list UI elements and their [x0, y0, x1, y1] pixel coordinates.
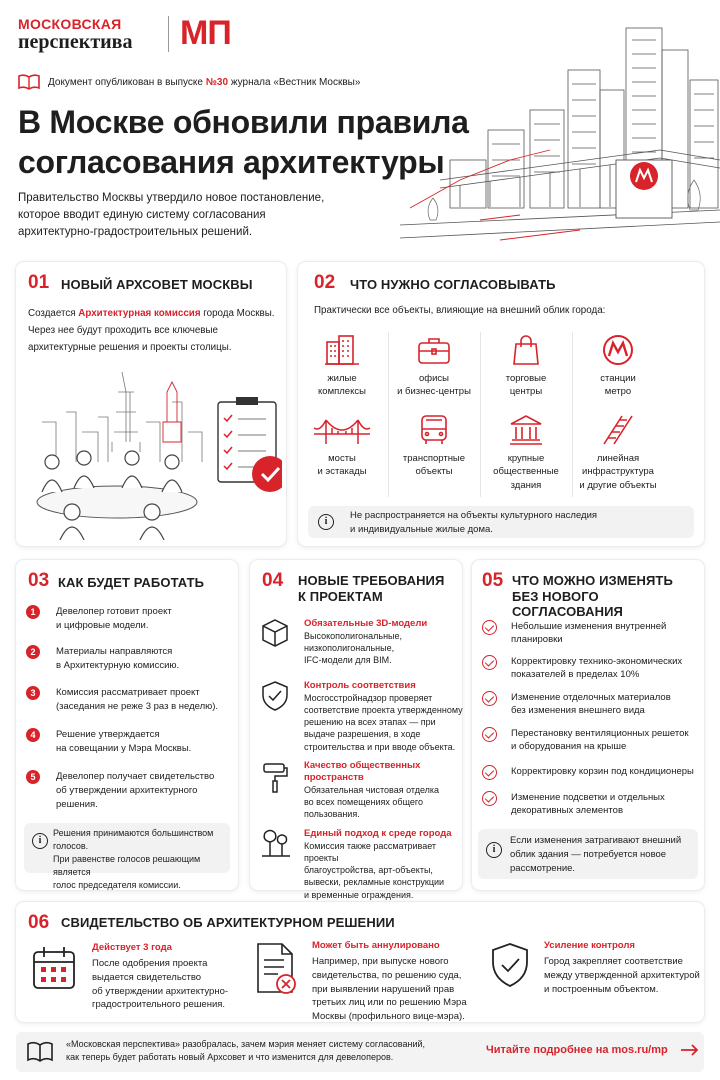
logo-line1: МОСКОВСКАЯ [18, 16, 122, 32]
shield-check-icon [260, 680, 290, 712]
object-public-buildings: крупные общественные здания [482, 414, 570, 492]
footer-text: «Московская перспектива» разобралась, зачем мэрия меняет систему согласований, как теперь будет работать новый Архсовет и что изменится для девелоперов. [66, 1039, 426, 1063]
check-circle-icon [482, 691, 497, 706]
paint-roller-icon [262, 762, 290, 794]
section-title: НОВЫЕ ТРЕБОВАНИЯ К ПРОЕКТАМ [298, 573, 445, 604]
page-title: В Москве обновили правила согласования архитектуры [18, 104, 469, 180]
section-title: ЧТО НУЖНО СОГЛАСОВЫВАТЬ [350, 277, 556, 292]
book-icon [18, 74, 40, 95]
section-number: 04 [262, 570, 284, 591]
residential-buildings-icon [324, 334, 360, 366]
architecture-council-illustration [22, 362, 282, 542]
metro-icon [600, 334, 636, 366]
open-book-icon [26, 1041, 54, 1063]
section-02-lead: Практически все объекты, влияющие на внешний облик города: [314, 305, 606, 316]
cube-icon [260, 618, 290, 648]
check-circle-icon [482, 727, 497, 742]
arrow-right-icon [681, 1044, 699, 1056]
section-title: КАК БУДЕТ РАБОТАТЬ [58, 575, 205, 590]
publication-line: Документ опубликован в выпуске №30 журнала «Вестник Москвы» [48, 77, 361, 88]
grid-divider [480, 332, 481, 497]
section-title: СВИДЕТЕЛЬСТВО ОБ АРХИТЕКТУРНОМ РЕШЕНИИ [61, 915, 395, 930]
check-circle-icon [482, 655, 497, 670]
check-circle-icon [482, 791, 497, 806]
object-residential: жилые комплексы [298, 334, 386, 399]
city-skyline-illustration [400, 10, 720, 250]
section-number: 02 [314, 272, 336, 293]
info-icon: i [486, 842, 502, 858]
cert-annulment: Может быть аннулировано Например, при выпуске нового свидетельства, по решению суда, при выявлении нарушений прав третьих лиц или по решению Мэра Москвы (профильного вице-мэра). [312, 940, 467, 1023]
section-02-card [298, 262, 704, 546]
section-number: 01 [28, 272, 50, 293]
object-shopping: торговые центры [482, 334, 570, 399]
bridge-icon [312, 414, 372, 446]
rail-track-icon [600, 414, 636, 446]
footer-bar [16, 1032, 704, 1072]
grid-divider [572, 332, 573, 497]
section-title: ЧТО МОЖНО ИЗМЕНЯТЬ БЕЗ НОВОГО СОГЛАСОВАНИЯ [512, 573, 673, 620]
shield-check-icon [490, 942, 530, 988]
logo [18, 14, 231, 54]
object-transport: транспортные объекты [390, 414, 478, 479]
grid-divider [388, 332, 389, 497]
intro-text: Правительство Москвы утвердило новое постановление, которое вводит единую систему согласования архитектурно-градостроительных решений. [18, 192, 325, 238]
info-icon: i [32, 833, 48, 849]
object-bridges: мосты и эстакады [298, 414, 386, 479]
cert-validity: Действует 3 года После одобрения проекта выдается свидетельство об утверждении архитектурно- градостроительного решения. [92, 942, 229, 1011]
section-title: НОВЫЙ АРХСОВЕТ МОСКВЫ [61, 277, 253, 292]
section-05-note: i Если изменения затрагивают внешний облик здания — потребуется новое рассмотрение. [478, 829, 698, 879]
issue-number: №30 [205, 77, 229, 88]
trees-icon [260, 828, 292, 858]
section-number: 05 [482, 570, 504, 591]
object-linear-infrastructure: линейная инфраструктура и другие объекты [574, 414, 662, 492]
section-06-card [16, 902, 704, 1022]
logo-divider [168, 16, 169, 52]
calendar-icon [30, 944, 78, 992]
read-more-link[interactable]: Читайте подробнее на mos.ru/mp [486, 1044, 699, 1056]
section-number: 06 [28, 912, 50, 933]
shopping-bag-icon [508, 334, 544, 366]
briefcase-icon [416, 334, 452, 366]
document-cancel-icon [254, 942, 298, 996]
object-offices: офисы и бизнес-центры [390, 334, 478, 399]
section-01-text: Создается Архитектурная комиссия города Москвы. Через нее будут проходить все ключевые архитектурные решения и проекты столицы. [28, 308, 275, 353]
section-01-card [16, 262, 286, 546]
cert-control: Усиление контроля Город закрепляет соответствие между утвержденной архитектурой и построенным объектом. [544, 940, 700, 995]
logo-mp: МП [180, 14, 231, 52]
bus-icon [416, 414, 452, 446]
check-circle-icon [482, 765, 497, 780]
section-02-note: i Не распространяется на объекты культурного наследия и индивидуальные жилые дома. [308, 506, 694, 538]
section-03-note: i Решения принимаются большинством голосов. При равенстве голосов решающим является голос председателя комиссии. [24, 823, 230, 873]
logo-line2: перспектива [18, 31, 133, 53]
object-metro: станции метро [574, 334, 662, 399]
info-icon: i [318, 514, 334, 530]
check-circle-icon [482, 620, 497, 635]
public-building-icon [508, 414, 544, 446]
section-number: 03 [28, 570, 50, 591]
